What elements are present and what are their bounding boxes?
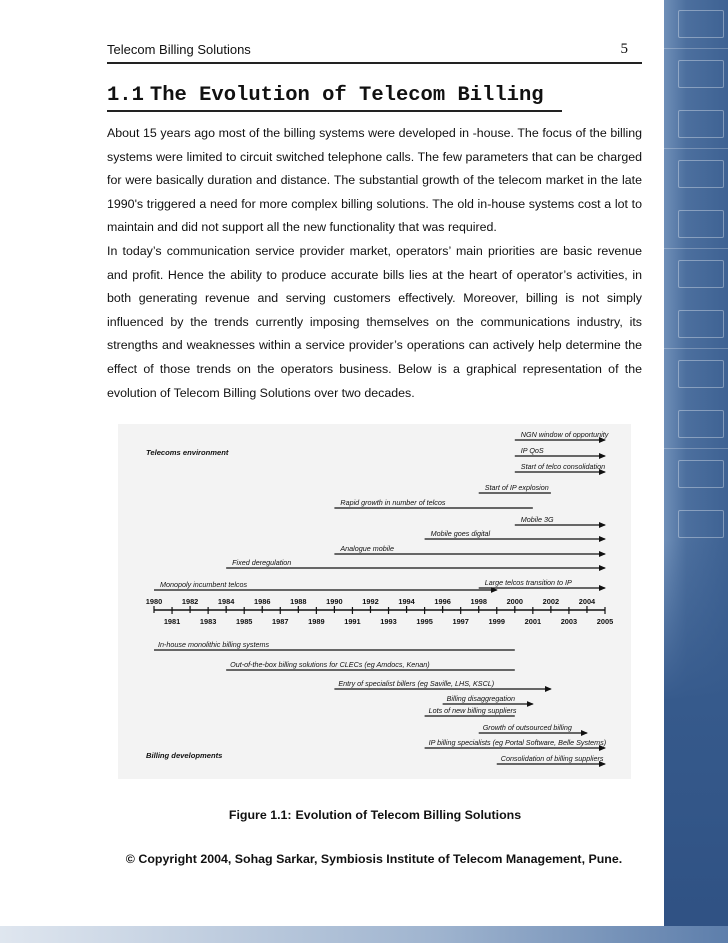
axis-tick-label: 1990 <box>326 597 343 606</box>
axis-tick-label: 2000 <box>506 597 524 606</box>
billing-bar-label: Lots of new billing suppliers <box>428 706 517 715</box>
band-box <box>678 10 724 38</box>
band-box <box>678 210 724 238</box>
section-title-text: The Evolution of Telecom Billing <box>149 84 544 107</box>
band-box <box>678 460 724 488</box>
telecoms-bar-label: Start of IP explosion <box>484 483 549 492</box>
axis-tick-label: 1997 <box>452 617 469 626</box>
axis-tick-label: 2001 <box>524 617 542 626</box>
band-box <box>678 510 724 538</box>
telecoms-bar-label: Analogue mobile <box>340 544 394 553</box>
copyright-footer: © Copyright 2004, Sohag Sarkar, Symbiosis Institute of Telecom Management, Pune. <box>125 852 623 866</box>
band-line <box>664 48 728 49</box>
axis-tick-label: 2002 <box>542 597 560 606</box>
axis-tick-label: 1998 <box>470 597 487 606</box>
axis-tick-label: 2005 <box>596 617 614 626</box>
telecoms-bar-label: Fixed deregulation <box>232 558 292 567</box>
axis-tick-label: 1991 <box>344 617 361 626</box>
caption-text: Evolution of Telecom Billing Solutions <box>295 808 522 822</box>
axis-tick-label: 2003 <box>560 617 578 626</box>
billing-bar-label: Growth of outsourced billing <box>482 723 572 732</box>
section-title-underline <box>107 110 562 112</box>
axis-tick-label: 1981 <box>163 617 181 626</box>
band-box <box>678 60 724 88</box>
axis-tick-label: 1986 <box>254 597 271 606</box>
band-line <box>664 448 728 449</box>
body-text <box>107 122 642 405</box>
axis-tick-label: 1985 <box>235 617 253 626</box>
telecoms-bar-label: Large telcos transition to IP <box>484 578 572 587</box>
billing-bar-label: In-house monolithic billing systems <box>158 640 270 649</box>
billing-bar-label: Billing disaggregation <box>446 694 515 703</box>
paragraph: In today’s communication service provider market, operators’ main priorities are basic revenue and profit. Hence the ability to produce accurate bills lies at the heart of operator’s activities, in both generating revenue and serving customers effectively. Moreover, billing is not simply influenced by the trends currently imposing themselves on the communications industry, its strengths and weaknesses within a service provider’s operations can actively help determine the effect of those trends on the operators business. Below is a graphical representation of the evolution of Telecom Billing Solutions over two decades. <box>107 243 642 400</box>
band-box <box>678 160 724 188</box>
side-decorative-band <box>664 0 728 943</box>
axis-tick-label: 1988 <box>290 597 307 606</box>
axis-tick-label: 1983 <box>199 617 217 626</box>
header-title: Telecom Billing Solutions <box>107 42 251 57</box>
axis-tick-label: 1996 <box>434 597 451 606</box>
band-line <box>664 348 728 349</box>
axis-tick-label: 1993 <box>380 617 397 626</box>
telecoms-bar-label: Mobile goes digital <box>430 529 491 538</box>
axis-tick-label: 1995 <box>416 617 433 626</box>
running-header <box>107 42 642 62</box>
header-rule <box>107 62 642 64</box>
section-number: 1.1 <box>107 84 144 107</box>
axis-tick-label: 1994 <box>398 597 415 606</box>
axis-tick-label: 1984 <box>217 597 235 606</box>
axis-tick-label: 1987 <box>272 617 289 626</box>
band-box <box>678 310 724 338</box>
axis-tick-label: 1989 <box>308 617 325 626</box>
axis-tick-label: 1980 <box>145 597 163 606</box>
section-heading <box>107 84 544 107</box>
caption-label: Figure 1.1: <box>228 808 292 822</box>
group-label-billing: Billing developments <box>146 751 223 760</box>
telecoms-bar-label: Rapid growth in number of telcos <box>340 498 446 507</box>
group-label-telecoms: Telecoms environment <box>146 448 229 457</box>
band-box <box>678 410 724 438</box>
band-line <box>664 248 728 249</box>
bottom-decorative-band <box>0 926 728 943</box>
billing-bar-label: Out-of-the-box billing solutions for CLECs (eg Amdocs, Kenan) <box>230 660 430 669</box>
figure-timeline <box>118 424 631 779</box>
billing-bar-label: Consolidation of billing suppliers <box>500 754 604 763</box>
figure-caption <box>0 808 728 822</box>
timeline-svg <box>118 424 631 779</box>
page-number: 5 <box>620 41 628 57</box>
axis-tick-label: 1982 <box>181 597 199 606</box>
telecoms-bar-label: NGN window of opportunity <box>520 430 609 439</box>
band-box <box>678 110 724 138</box>
axis-tick-label: 1999 <box>488 617 505 626</box>
band-wave <box>664 540 728 943</box>
band-box <box>678 360 724 388</box>
band-line <box>664 148 728 149</box>
billing-bar-label: IP billing specialists (eg Portal Software, Belle Systems) <box>428 738 607 747</box>
telecoms-bar-label: Mobile 3G <box>520 515 554 524</box>
telecoms-bar-label: Start of telco consolidation <box>520 462 606 471</box>
axis-tick-label: 2004 <box>578 597 596 606</box>
band-box <box>678 260 724 288</box>
telecoms-bar-label: IP QoS <box>520 446 544 455</box>
paragraph: About 15 years ago most of the billing systems were developed in -house. The focus of the billing systems were limited to circuit switched telephone calls. The few parameters that can be charged for were basically duration and distance. The substantial growth of the telecom market in the late 1990's triggered a need for more complex billing solutions. The old in-house systems cost a lot to maintain and did not support all the new functionality that was required. <box>107 126 642 235</box>
billing-bar-label: Entry of specialist billers (eg Saville, LHS, KSCL) <box>338 679 495 688</box>
axis-tick-label: 1992 <box>362 597 379 606</box>
telecoms-bar-label: Monopoly incumbent telcos <box>160 580 248 589</box>
